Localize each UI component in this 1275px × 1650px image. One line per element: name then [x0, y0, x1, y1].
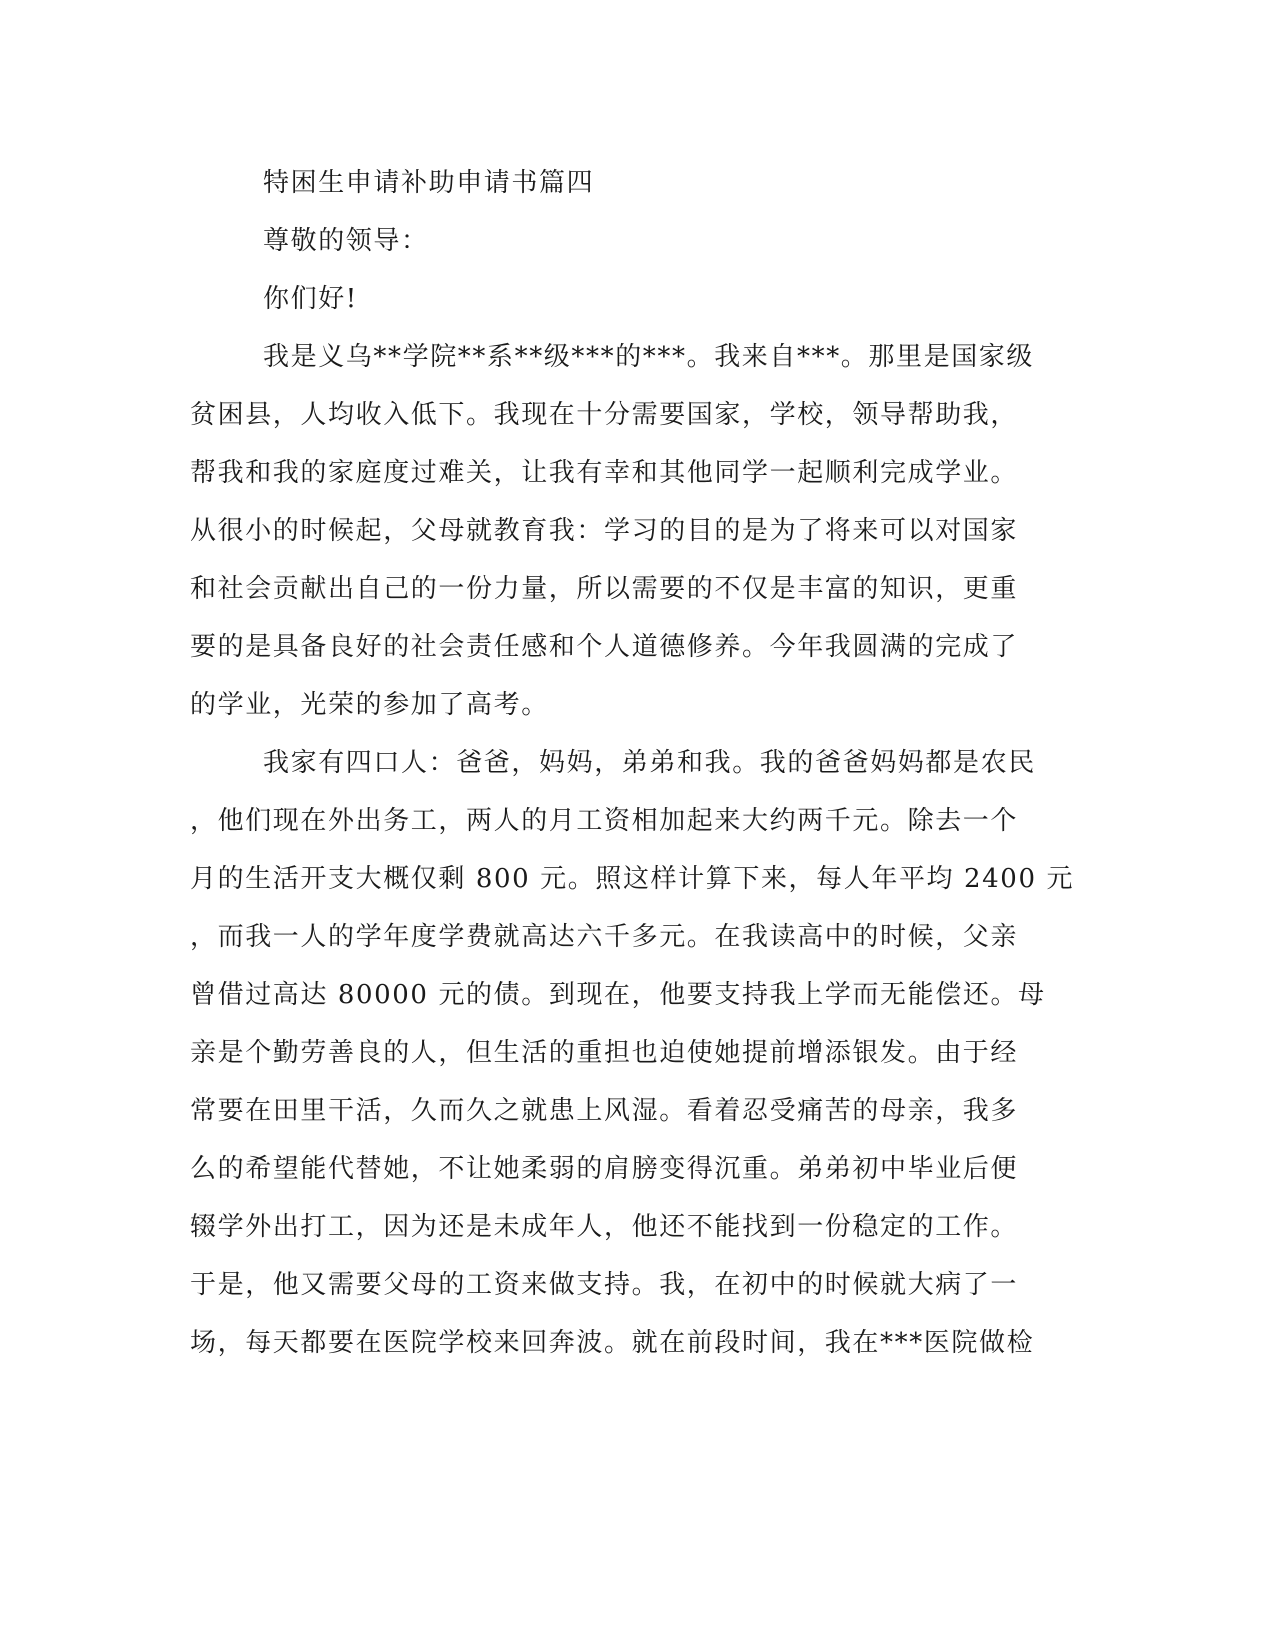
paragraph-line: 辍学外出打工，因为还是未成年人，他还不能找到一份稳定的工作。 — [190, 1212, 1019, 1242]
paragraph-line: 的学业，光荣的参加了高考。 — [190, 690, 549, 720]
paragraph-line: 从很小的时候起，父母就教育我：学习的目的是为了将来可以对国家 — [190, 516, 1019, 546]
paragraph-line: 么的希望能代替她，不让她柔弱的肩膀变得沉重。弟弟初中毕业后便 — [190, 1154, 1019, 1184]
paragraph-line: 和社会贡献出自己的一份力量，所以需要的不仅是丰富的知识，更重 — [190, 574, 1019, 604]
paragraph-line: 我是义乌**学院**系**级***的***。我来自***。那里是国家级 — [263, 342, 1035, 372]
paragraph-line: 于是，他又需要父母的工资来做支持。我，在初中的时候就大病了一 — [190, 1270, 1019, 1300]
paragraph-line: ，而我一人的学年度学费就高达六千多元。在我读高中的时候，父亲 — [190, 922, 1019, 952]
paragraph-line: 场，每天都要在医院学校来回奔波。就在前段时间，我在***医院做检 — [190, 1328, 1035, 1358]
document-title: 特困生申请补助申请书篇四 — [263, 168, 595, 198]
paragraph-line: 要的是具备良好的社会责任感和个人道德修养。今年我圆满的完成了 — [190, 632, 1019, 662]
paragraph-line: 我家有四口人：爸爸，妈妈，弟弟和我。我的爸爸妈妈都是农民 — [263, 748, 1036, 778]
paragraph-line: 亲是个勤劳善良的人，但生活的重担也迫使她提前增添银发。由于经 — [190, 1038, 1019, 1068]
paragraph-line: 贫困县，人均收入低下。我现在十分需要国家，学校，领导帮助我， — [190, 400, 1019, 430]
paragraph-line: 曾借过高达 80000 元的债。到现在，他要支持我上学而无能偿还。母 — [190, 980, 1046, 1010]
paragraph-line: ，他们现在外出务工，两人的月工资相加起来大约两千元。除去一个 — [190, 806, 1019, 836]
greeting: 你们好! — [263, 284, 358, 314]
salutation: 尊敬的领导： — [263, 226, 429, 256]
paragraph-line: 帮我和我的家庭度过难关，让我有幸和其他同学一起顺利完成学业。 — [190, 458, 1019, 488]
paragraph-line: 常要在田里干活，久而久之就患上风湿。看着忍受痛苦的母亲，我多 — [190, 1096, 1019, 1126]
paragraph-line: 月的生活开支大概仅剩 800 元。照这样计算下来，每人年平均 2400 元 — [190, 864, 1075, 894]
